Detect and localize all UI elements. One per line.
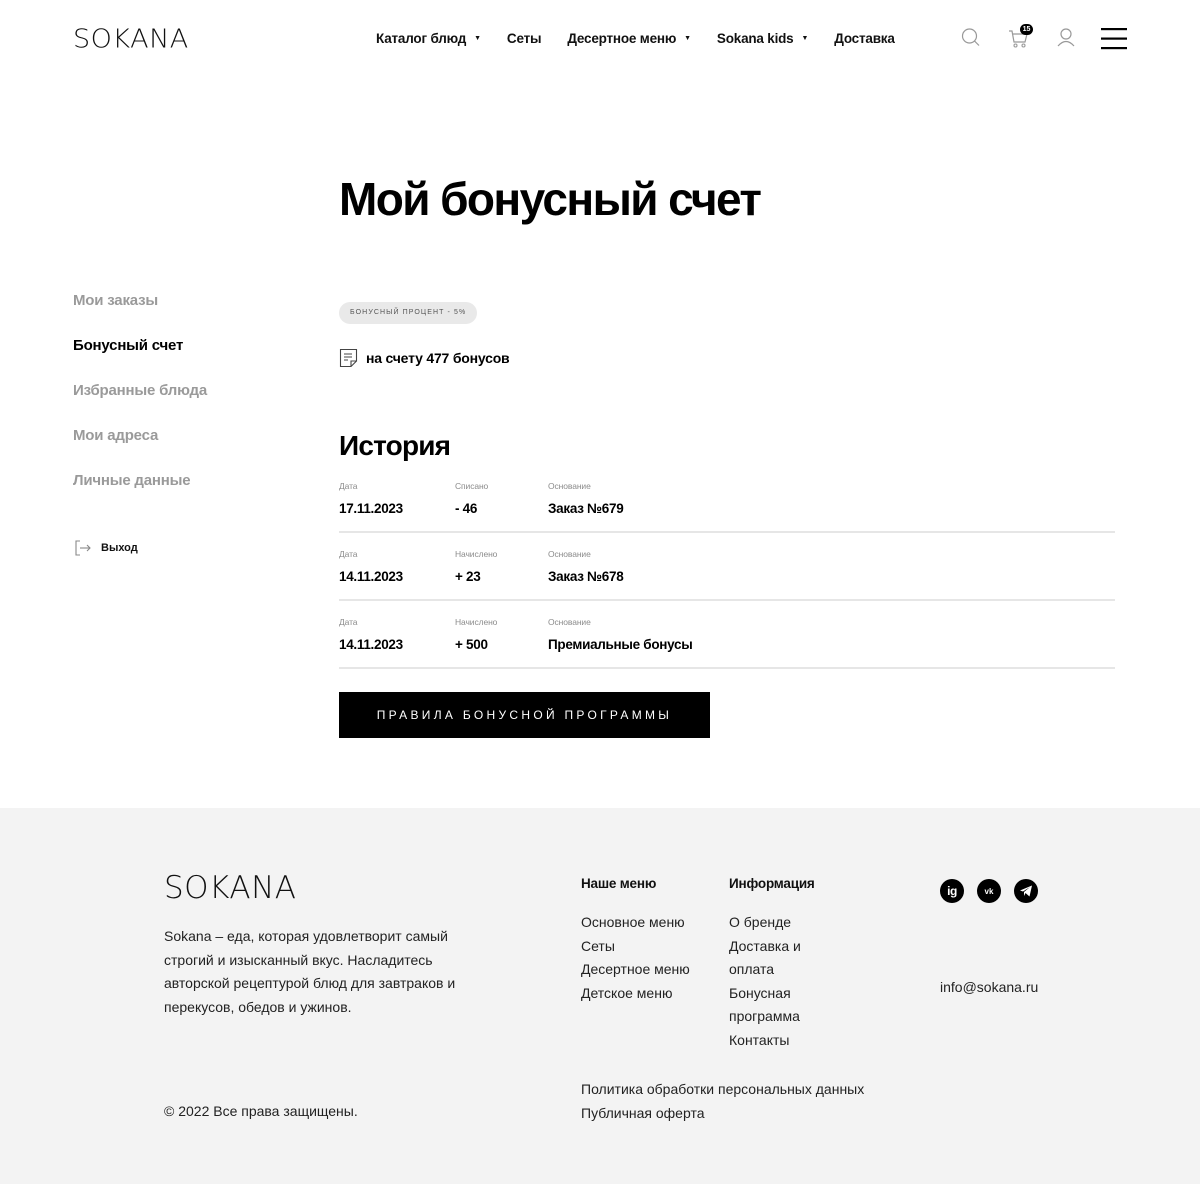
history-row [339,601,1115,669]
amount-label: Начислено [455,549,498,559]
page-title: Мой бонусный счет [339,173,761,225]
search-icon[interactable] [960,26,986,52]
date-label: Дата [339,617,358,627]
nav-item-delivery[interactable] [834,31,894,46]
nav-label: Сеты [506,31,542,46]
footer-link-about[interactable]: О бренде [729,914,792,930]
amount-value: - 46 [455,501,478,516]
footer-legal [581,1078,864,1125]
instagram-icon[interactable]: ig [940,879,964,903]
nav-label: Sokana kids [716,31,794,46]
cart-count-badge: 15 [1020,24,1033,35]
reason-value: Заказ №679 [548,501,624,516]
caret-down-icon: ▼ [684,35,691,42]
bonus-balance [339,348,509,368]
document-icon [339,348,358,368]
copyright: © 2022 Все права защищены. [164,1103,358,1119]
reason-label: Основание [548,549,591,559]
telegram-icon[interactable] [1014,879,1038,903]
footer-link-contacts[interactable]: Контакты [729,1031,790,1048]
logout-icon [74,539,92,557]
footer-menu-title: Наше меню [581,876,657,891]
logout-button[interactable] [74,539,138,557]
site-header [0,0,1200,80]
user-icon[interactable] [1055,26,1081,52]
account-sidebar [73,292,207,517]
sidebar-item-favorite-dishes[interactable]: Избранные блюда [73,382,207,399]
sidebar-item-bonus-account[interactable]: Бонусный счет [73,337,184,354]
amount-label: Списано [455,481,489,491]
date-value: 14.11.2023 [339,569,403,584]
history-list [339,465,1115,669]
cart-icon[interactable] [1007,26,1033,52]
footer-link-main-menu[interactable]: Основное меню [581,914,685,930]
social-links [940,879,1051,903]
sidebar-item-personal-data[interactable]: Личные данные [73,472,191,489]
public-offer-link[interactable]: Публичная оферта [581,1104,705,1121]
date-value: 17.11.2023 [339,501,403,516]
main-nav [376,31,895,46]
caret-down-icon: ▼ [474,35,481,42]
nav-item-sets[interactable] [507,31,541,46]
footer-link-delivery[interactable]: Доставка и оплата [729,937,801,977]
amount-value: + 23 [455,569,481,584]
reason-label: Основание [548,617,591,627]
nav-item-catalog[interactable] [376,31,481,46]
date-label: Дата [339,481,358,491]
bonus-rules-button[interactable]: ПРАВИЛА БОНУСНОЙ ПРОГРАММЫ [339,692,710,738]
footer-link-bonus-program[interactable]: Бонусная программа [729,984,800,1024]
amount-label: Начислено [455,617,498,627]
nav-label: Каталог блюд [376,31,467,46]
amount-value: + 500 [455,637,488,652]
footer-link-kids-menu[interactable]: Детское меню [581,984,673,1001]
balance-text: на счету 477 бонусов [366,350,510,366]
sidebar-item-my-orders[interactable]: Мои заказы [73,292,158,309]
nav-label: Доставка [834,31,895,46]
date-value: 14.11.2023 [339,637,403,652]
logo[interactable]: SOKANA [73,24,189,55]
site-footer [0,808,1200,1184]
history-row [339,533,1115,601]
reason-value: Премиальные бонусы [548,637,693,652]
logout-label: Выход [101,542,138,554]
footer-email-link[interactable]: info@sokana.ru [940,979,1039,995]
bonus-percent-badge: БОНУСНЫЙ ПРОЦЕНТ - 5% [339,302,477,324]
footer-info-column [729,876,839,1052]
history-row [339,465,1115,533]
vk-icon[interactable]: vk [977,879,1001,903]
footer-link-dessert-menu[interactable]: Десертное меню [581,961,690,977]
nav-item-dessert-menu[interactable] [567,31,691,46]
nav-label: Десертное меню [567,31,677,46]
footer-logo[interactable]: SOKANA [164,870,297,906]
footer-link-sets[interactable]: Сеты [581,937,615,954]
footer-description: Sokana – еда, которая удовлетворит самый строгий и изысканный вкус. Насладитесь авторской рецептурой блюд для завтраков и перекусов, обедов и ужинов. [164,928,456,1015]
privacy-policy-link[interactable]: Политика обработки персональных данных [581,1081,865,1097]
hamburger-menu-icon[interactable] [1100,26,1128,52]
date-label: Дата [339,549,358,559]
caret-down-icon: ▼ [801,35,809,42]
reason-label: Основание [548,481,591,491]
sidebar-item-my-addresses[interactable]: Мои адреса [73,427,159,444]
footer-info-title: Информация [729,876,815,891]
reason-value: Заказ №678 [548,569,624,584]
footer-menu-column [581,876,711,1005]
nav-item-sokana-kids[interactable] [717,31,808,46]
history-title: История [339,430,451,461]
